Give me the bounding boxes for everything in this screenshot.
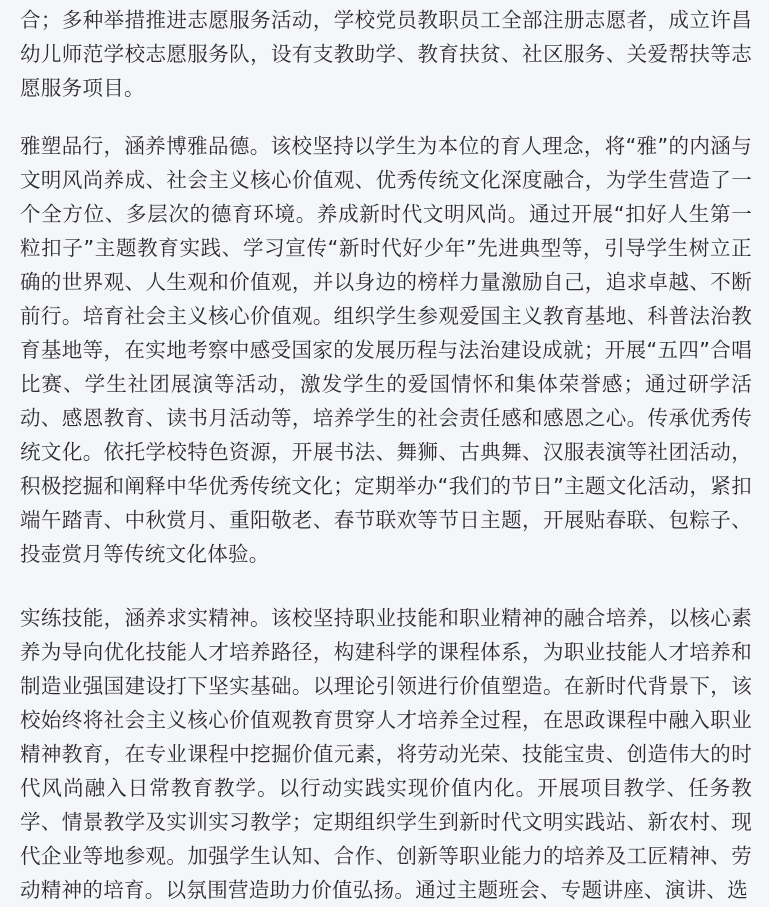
- paragraph-moral-education: 雅塑品行，涵养博雅品德。该校坚持以学生为本位的育人理念，将“雅”的内涵与文明风尚养成、社会主义核心价值观、优秀传统文化深度融合，为学生营造了一个全方位、多层次的德育环境。养成新时代文明风尚。通过开展“扣好人生第一粒扣子”主题教育实践、学习宣传“新时代好少年”先进典型等，引导学生树立正确的世界观、人生观和价值观，并以身边的榜样力量激励自己，追求卓越、不断前行。培育社会主义核心价值观。组织学生参观爱国主义教育基地、科普法治教育基地等，在实地考察中感受国家的发展历程与法治建设成就；开展“五四”合唱比赛、学生社团展演等活动，激发学生的爱国情怀和集体荣誉感；通过研学活动、感恩教育、读书月活动等，培养学生的社会责任感和感恩之心。传承优秀传统文化。依托学校特色资源，开展书法、舞狮、古典舞、汉服表演等社团活动，积极挖掘和阐释中华优秀传统文化；定期举办“我们的节日”主题文化活动，紧扣端午踏青、中秋赏月、重阳敬老、春节联欢等节日主题，开展贴春联、包粽子、投壶赏月等传统文化体验。: [20, 134, 752, 566]
- paragraph-vocational-skills: 实练技能，涵养求实精神。该校坚持职业技能和职业精神的融合培养，以核心素养为导向优化技能人才培养路径，构建科学的课程体系，为职业技能人才培养和制造业强国建设打下坚实基础。以理论引领进行价值塑造。在新时代背景下，该校始终将社会主义核心价值观教育贯穿人才培养全过程，在思政课程中融入职业精神教育，在专业课程中挖掘价值元素，将劳动光荣、技能宝贵、创造伟大的时代风尚融入日常教育教学。以行动实践实现价值内化。开展项目教学、任务教学、情景教学及实训实习教学；定期组织学生到新时代文明实践站、新农村、现代企业等地参观。加强学生认知、合作、创新等职业能力的培养及工匠精神、劳动精神的培育。以氛围营造助力价值弘扬。通过主题班会、专题讲座、演讲、选: [20, 606, 752, 902]
- paragraph-volunteer-service: 合；多种举措推进志愿服务活动，学校党员教职员工全部注册志愿者，成立许昌幼儿师范学校志愿服务队，设有支教助学、教育扶贫、社区服务、关爱帮扶等志愿服务项目。: [20, 8, 752, 100]
